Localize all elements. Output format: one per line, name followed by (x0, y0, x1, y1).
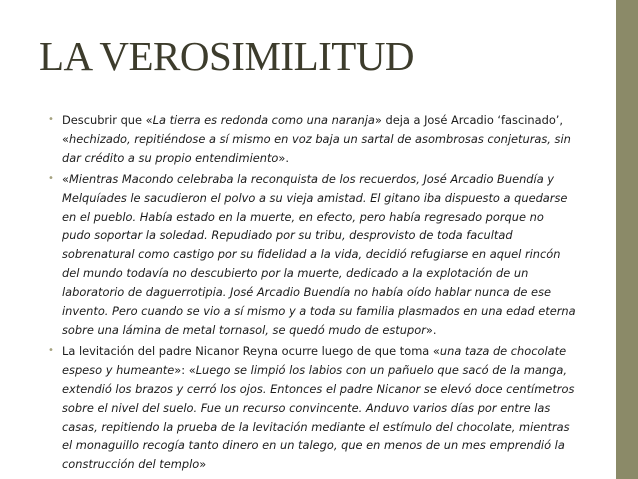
bullet-icon: • (48, 172, 54, 184)
slide-body (48, 111, 576, 476)
text-run-italic: Luego se limpió los labios con un pañuelo que sacó de la manga, extendió los brazos y cerró los ojos. Entonces el padre Nicanor se elevó doce centímetros sobre el nivel del suelo. Fue un recurso convincente. Anduvo varios días por entre las casas, repitiendo la prueba de la levitación mediante el estímulo del chocolate, mientras el monaguillo recogía tanto dinero en un talego, que en menos de un mes emprendió la construcción del templo (62, 362, 575, 472)
text-run: » (199, 457, 207, 472)
text-run: La levitación del padre Nicanor Reyna ocurre luego de que toma « (62, 343, 440, 358)
text-run-italic: una taza de chocolate espeso y humeante (62, 343, 567, 377)
text-run-italic: Mientras Macondo celebraba la reconquista de los recuerdos, José Arcadio Buendía y Melquíades le sacudieron el polvo a su vieja amistad. El gitano iba dispuesto a quedarse en el pueblo. Había estado en la muerte, en efecto, pero había regresado porque no pudo soportar la soledad. Repudiado por su tribu, desprovisto de toda facultad sobrenatural como castigo por su fidelidad a la vida, decidió refugiarse en aquel rincón del mundo todavía no descubierto por la muerte, dedicado a la explotación de un laboratorio de daguerrotipia. José Arcadio Buendía no había oído hablar nunca de ese invento. Pero cuando se vio a sí mismo y a toda su familia plasmados en una edad eterna sobre una lámina de metal tornasol, se quedó mudo de estupor (62, 171, 576, 337)
bullet-icon: • (48, 344, 54, 356)
text-run: » deja a José Arcadio ‘fascinado’, « (62, 113, 564, 146)
bullet-text (62, 113, 571, 165)
slide-title: LA VEROSIMILITUD (39, 33, 415, 79)
bullet-text (62, 344, 574, 471)
text-run: ». (278, 150, 289, 165)
text-run: ». (425, 322, 437, 337)
text-run: »: « (174, 362, 196, 377)
bullet-icon: • (48, 114, 54, 125)
decorative-side-bar (616, 0, 638, 479)
text-run-italic: La tierra es redonda como una naranja (152, 113, 375, 127)
text-run: « (62, 171, 69, 186)
text-run: Descubrir que « (62, 113, 153, 127)
bullet-item-1 (48, 111, 576, 168)
bullet-text (62, 172, 576, 337)
text-run-italic: hechizado, repitiéndose a sí mismo en voz baja un sartal de asombrosas conjeturas, sin dar crédito a su propio entendimiento (62, 131, 571, 165)
bullet-item-2 (48, 170, 576, 340)
bullet-item-3 (48, 342, 576, 474)
